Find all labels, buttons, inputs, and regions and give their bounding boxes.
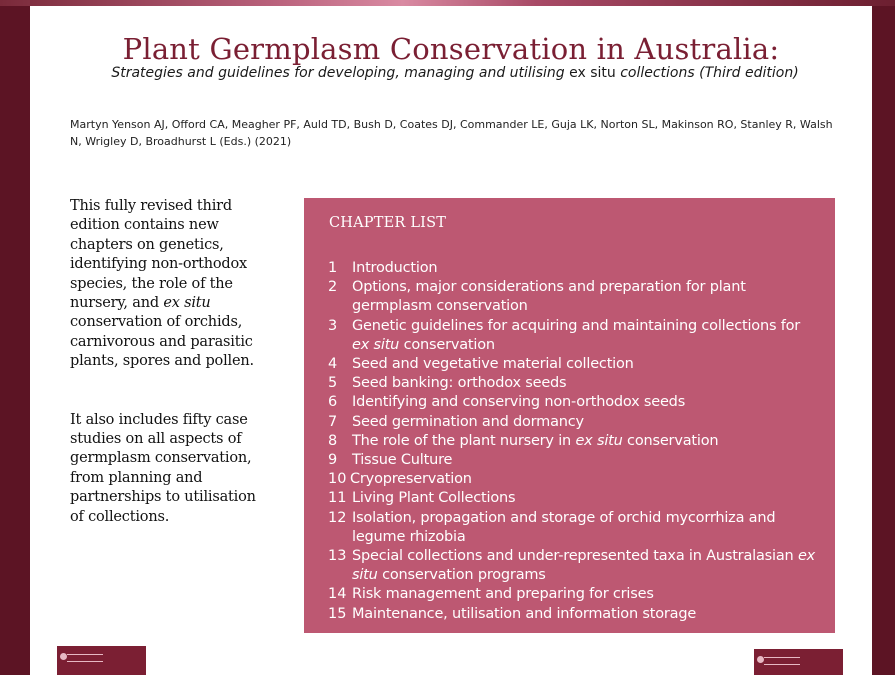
chapter-number: 8: [328, 432, 338, 449]
intro-text: [70, 197, 270, 527]
book-cover-thumbnail-right: [754, 649, 843, 675]
chapter-number: 3: [328, 317, 338, 334]
chapter-title-ex-situ: ex situ: [352, 336, 400, 353]
chapter-title: Identifying and conserving non-orthodox seeds: [352, 394, 686, 411]
chapter-item-9: [328, 451, 818, 470]
chapter-title-part: conservation: [403, 336, 495, 353]
page-subtitle: [80, 64, 830, 82]
chapter-item-14: [328, 585, 818, 604]
publisher-logo-icon: [764, 657, 800, 665]
chapter-item-6: [328, 393, 818, 412]
chapter-number: 14: [328, 586, 347, 603]
chapter-number: 6: [328, 394, 338, 411]
chapter-title-ex-situ: ex situ: [352, 548, 816, 584]
chapter-list-heading: CHAPTER LIST: [329, 215, 447, 231]
chapter-list-box: [304, 198, 835, 633]
intro-p1-text-a: This fully revised third edition contains new chapters on genetics, identifying non-orthodox species, the role of the nursery, and: [70, 198, 247, 312]
chapter-item-11: [328, 489, 818, 508]
chapter-number: 15: [328, 605, 347, 622]
chapter-title: Cryopreservation: [350, 471, 472, 488]
publisher-logo-icon: [67, 654, 103, 662]
chapter-item-7: [328, 413, 818, 432]
chapter-number: 5: [328, 375, 338, 392]
chapter-title: Maintenance, utilisation and information storage: [352, 605, 697, 622]
intro-paragraph-1: [70, 197, 270, 372]
chapter-number: 9: [328, 452, 338, 469]
chapter-title: [352, 547, 818, 585]
authors-line: Martyn Yenson AJ, Offord CA, Meagher PF, Auld TD, Bush D, Coates DJ, Commander LE, Guja LK, Norton SL, Makinson RO, Stanley R, Walsh N, Wrigley D, Broadhurst L (Eds.) (2021): [70, 118, 833, 148]
book-cover-thumbnail-left: [57, 646, 146, 675]
chapter-item-13: [328, 547, 818, 585]
chapter-number: 10: [328, 471, 347, 488]
page-title: Plant Germplasm Conservation in Australia:: [122, 32, 780, 66]
chapter-title: Risk management and preparing for crises: [352, 586, 654, 603]
chapter-item-12: [328, 509, 818, 547]
chapter-item-8: [328, 432, 818, 451]
chapter-title-part: conservation programs: [382, 567, 546, 584]
chapter-item-2: [328, 278, 818, 316]
chapter-item-5: [328, 374, 818, 393]
chapter-number: 7: [328, 413, 338, 430]
intro-p1-ex-situ: ex situ: [163, 295, 211, 312]
chapter-title-part: Special collections and under-represented taxa in Australasian: [352, 548, 794, 565]
chapter-item-10: [328, 470, 818, 489]
chapter-title-part: Genetic guidelines for acquiring and maintaining collections for: [352, 317, 801, 334]
flyer-page: [30, 6, 872, 675]
chapter-item-1: [328, 259, 818, 278]
chapter-title: Seed and vegetative material collection: [352, 356, 634, 373]
chapter-title-part: The role of the plant nursery in: [352, 432, 572, 449]
chapter-title: Seed germination and dormancy: [352, 413, 584, 430]
chapter-item-15: [328, 605, 818, 624]
chapter-title: [352, 317, 818, 355]
chapter-title: [352, 432, 818, 451]
chapter-title-part: conservation: [627, 432, 719, 449]
chapter-number: 12: [328, 509, 347, 526]
intro-paragraph-2: It also includes fifty case studies on all aspects of germplasm conservation, from planning and partnerships to utilisation of collections.: [70, 411, 256, 525]
chapter-number: 4: [328, 356, 338, 373]
chapter-list: [328, 259, 818, 624]
subtitle-text-2: collections (Third edition): [620, 65, 799, 81]
chapter-title-ex-situ: ex situ: [575, 432, 623, 449]
chapter-number: 11: [328, 490, 347, 507]
chapter-title: Living Plant Collections: [352, 490, 516, 507]
chapter-number: 2: [328, 279, 338, 296]
chapter-title: Isolation, propagation and storage of orchid mycorrhiza and legume rhizobia: [352, 509, 776, 545]
chapter-title: Introduction: [352, 260, 438, 276]
chapter-number: 1: [328, 260, 338, 276]
chapter-item-3: [328, 317, 818, 355]
chapter-title: Tissue Culture: [352, 452, 453, 469]
subtitle-text-1: Strategies and guidelines for developing, managing and utilising: [111, 65, 565, 81]
chapter-title: Seed banking: orthodox seeds: [352, 375, 567, 392]
chapter-title: Options, major considerations and preparation for plant germplasm conservation: [352, 279, 746, 315]
intro-p1-text-b: conservation of orchids, carnivorous and parasitic plants, spores and pollen.: [70, 314, 254, 370]
chapter-item-4: [328, 355, 818, 374]
subtitle-ex-situ: ex situ: [569, 65, 616, 81]
chapter-number: 13: [328, 548, 347, 565]
